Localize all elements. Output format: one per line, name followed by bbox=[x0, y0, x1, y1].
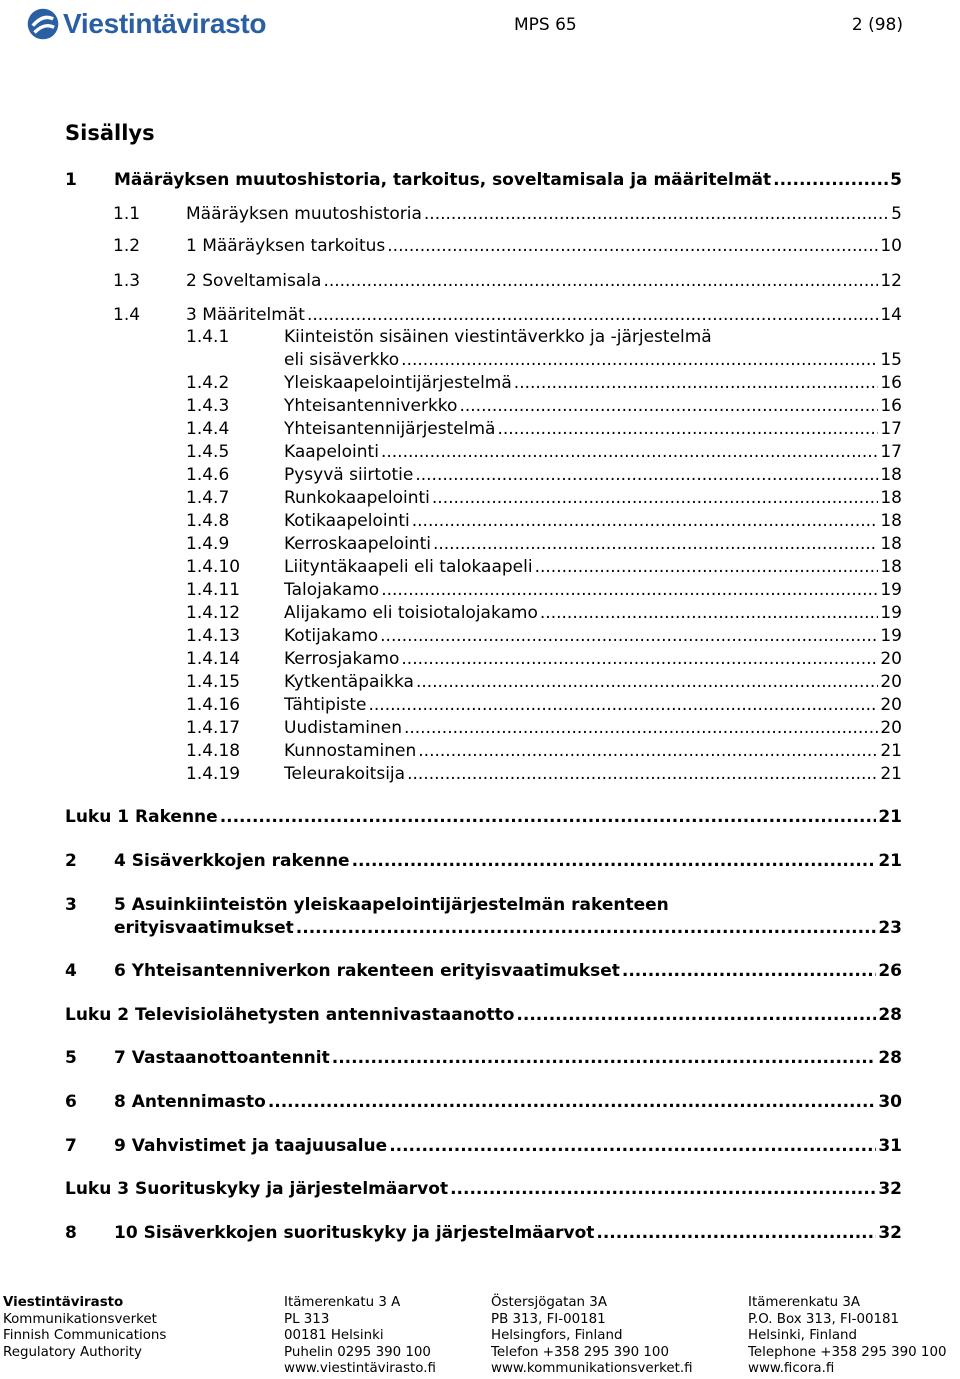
toc-entry-text: Luku 1 Rakenne bbox=[65, 807, 218, 827]
toc-entry-number: 1.4.8 bbox=[186, 511, 230, 531]
toc-entry-text: Kiinteistön sisäinen viestintäverkko ja -järjestelmä bbox=[284, 327, 712, 347]
toc-entry-number: 1.4.4 bbox=[186, 419, 230, 439]
toc-leader-dots bbox=[389, 1135, 876, 1158]
toc-leader-dots bbox=[622, 960, 876, 983]
toc-leader-dots bbox=[535, 556, 879, 579]
toc-entry-1-4-1-cont[interactable] bbox=[284, 349, 902, 372]
toc-entry-text: Alijakamo eli toisiotalojakamo bbox=[284, 603, 538, 623]
toc-entry-text: 6 Yhteisantenniverkon rakenteen erityisvaatimukset bbox=[114, 961, 620, 981]
footer-website-link[interactable]: www.kommunikationsverket.fi bbox=[491, 1361, 693, 1377]
toc-entry-number: 3 bbox=[65, 895, 77, 915]
toc-entry-number: 1.4.3 bbox=[186, 396, 230, 416]
toc-entry-text: Kytkentäpaikka bbox=[284, 672, 414, 692]
toc-entry-1-4-10[interactable] bbox=[186, 556, 902, 579]
toc-leader-dots bbox=[381, 441, 878, 464]
toc-entry-page: 18 bbox=[880, 534, 902, 554]
org-logo bbox=[26, 4, 266, 44]
toc-leader-dots bbox=[450, 1178, 876, 1201]
toc-leader-dots bbox=[516, 1004, 876, 1027]
toc-entry-text: Määräyksen muutoshistoria bbox=[186, 204, 422, 224]
toc-entry-page: 17 bbox=[880, 442, 902, 462]
toc-entry-text: Luku 3 Suorituskyky ja järjestelmäarvot bbox=[65, 1179, 449, 1199]
toc-entry-4[interactable] bbox=[65, 960, 902, 983]
toc-leader-dots bbox=[416, 671, 878, 694]
toc-entry-number: 8 bbox=[65, 1223, 77, 1243]
page-number: 2 (98) bbox=[851, 15, 903, 35]
toc-entry-page: 19 bbox=[880, 626, 902, 646]
toc-entry-8[interactable] bbox=[65, 1222, 902, 1245]
toc-entry-page: 19 bbox=[880, 580, 902, 600]
toc-entry-text: Kotijakamo bbox=[284, 626, 379, 646]
toc-entry-number: 1.4.13 bbox=[186, 626, 241, 646]
footer-org-names bbox=[3, 1295, 166, 1361]
footer-org-name-en-1: Finnish Communications bbox=[3, 1328, 167, 1344]
toc-entry-1-4-2[interactable] bbox=[186, 372, 902, 395]
toc-leader-dots bbox=[514, 372, 879, 395]
footer-address-en bbox=[748, 1295, 947, 1378]
toc-entry-luku-3[interactable] bbox=[65, 1178, 902, 1201]
toc-entry-text: Kerrosjakamo bbox=[284, 649, 400, 669]
footer-line: Östersjögatan 3A bbox=[491, 1295, 607, 1310]
footer-org-name-sv: Kommunikationsverket bbox=[3, 1311, 157, 1327]
toc-entry-page: 20 bbox=[880, 718, 902, 738]
toc-entry-text: 10 Sisäverkkojen suorituskyky ja järjestelmäarvot bbox=[114, 1223, 595, 1243]
toc-entry-text: Kerroskaapelointi bbox=[284, 534, 431, 554]
footer-website-link[interactable]: www.viestintävirasto.fi bbox=[284, 1361, 436, 1377]
toc-entry-text: 9 Vahvistimet ja taajuusalue bbox=[114, 1136, 388, 1156]
footer-line: Telefon +358 295 390 100 bbox=[491, 1344, 669, 1360]
toc-entry-1-4-8[interactable] bbox=[186, 510, 902, 533]
toc-leader-dots bbox=[352, 850, 877, 873]
toc-entry-page: 32 bbox=[878, 1223, 902, 1243]
toc-entry-text: Kotikaapelointi bbox=[284, 511, 410, 531]
toc-leader-dots bbox=[380, 625, 878, 648]
footer-line: PL 313 bbox=[284, 1311, 330, 1327]
toc-entry-page: 21 bbox=[880, 764, 902, 784]
toc-entry-number: 1 bbox=[65, 170, 77, 190]
toc-entry-3-cont[interactable] bbox=[114, 917, 902, 940]
toc-entry-1-4-1[interactable] bbox=[186, 326, 902, 349]
toc-entry-page: 21 bbox=[878, 807, 902, 827]
toc-leader-dots bbox=[459, 395, 878, 418]
toc-leader-dots bbox=[418, 740, 878, 763]
toc-leader-dots bbox=[596, 1222, 876, 1245]
toc-entry-number: 1.4 bbox=[113, 305, 141, 325]
toc-entry-number: 1.4.9 bbox=[186, 534, 230, 554]
toc-entry-text: 4 Sisäverkkojen rakenne bbox=[114, 851, 350, 871]
toc-entry-page: 16 bbox=[880, 373, 902, 393]
toc-entry-number: 2 bbox=[65, 851, 77, 871]
toc-entry-1-4-18[interactable] bbox=[186, 740, 902, 763]
toc-entry-1-4[interactable] bbox=[113, 304, 902, 327]
toc-entry-page: 5 bbox=[891, 204, 902, 224]
toc-leader-dots bbox=[540, 602, 878, 625]
toc-entry-text: 7 Vastaanottoantennit bbox=[114, 1048, 330, 1068]
toc-entry-text: 2 Soveltamisala bbox=[186, 271, 322, 291]
footer-address-fi bbox=[284, 1295, 436, 1378]
toc-entry-number: 1.4.16 bbox=[186, 695, 241, 715]
toc-leader-dots bbox=[497, 418, 878, 441]
toc-entry-1-4-12[interactable] bbox=[186, 602, 902, 625]
toc-leader-dots bbox=[407, 763, 878, 786]
toc-entry-1-1[interactable] bbox=[113, 203, 902, 226]
toc-entry-number: 1.4.6 bbox=[186, 465, 230, 485]
toc-leader-dots bbox=[401, 349, 878, 372]
toc-entry-2[interactable] bbox=[65, 850, 902, 873]
footer-line: Helsingfors, Finland bbox=[491, 1328, 623, 1344]
toc-entry-1-4-7[interactable] bbox=[186, 487, 902, 510]
toc-entry-number: 1.4.17 bbox=[186, 718, 241, 738]
toc-title: Sisällys bbox=[65, 121, 155, 145]
toc-entry-page: 16 bbox=[880, 396, 902, 416]
toc-entry-1-4-15[interactable] bbox=[186, 671, 902, 694]
toc-entry-page: 18 bbox=[880, 511, 902, 531]
toc-entry-text-continued: eli sisäverkko bbox=[284, 350, 400, 370]
toc-entry-6[interactable] bbox=[65, 1091, 902, 1114]
toc-entry-1-4-3[interactable] bbox=[186, 395, 902, 418]
toc-entry-number: 1.4.2 bbox=[186, 373, 230, 393]
toc-entry-5[interactable] bbox=[65, 1047, 902, 1070]
toc-entry-number: 1.4.1 bbox=[186, 327, 230, 347]
toc-entry-1-4-11[interactable] bbox=[186, 579, 902, 602]
toc-entry-1-2[interactable] bbox=[113, 235, 902, 258]
toc-entry-page: 5 bbox=[890, 170, 902, 190]
toc-leader-dots bbox=[220, 806, 877, 829]
toc-entry-number: 6 bbox=[65, 1092, 77, 1112]
toc-entry-page: 20 bbox=[880, 672, 902, 692]
toc-leader-dots bbox=[415, 464, 878, 487]
toc-entry-text: Yleiskaapelointijärjestelmä bbox=[284, 373, 512, 393]
toc-leader-dots bbox=[381, 579, 878, 602]
toc-entry-text: Teleurakoitsija bbox=[284, 764, 406, 784]
toc-entry-text: Määräyksen muutoshistoria, tarkoitus, soveltamisala ja määritelmät bbox=[114, 170, 772, 190]
footer-line: 00181 Helsinki bbox=[284, 1328, 384, 1344]
footer-line: Itämerenkatu 3A bbox=[748, 1295, 861, 1310]
toc-leader-dots bbox=[432, 487, 878, 510]
toc-leader-dots bbox=[424, 203, 889, 226]
toc-entry-page: 18 bbox=[880, 488, 902, 508]
toc-entry-luku-2[interactable] bbox=[65, 1004, 902, 1027]
toc-entry-text: Kaapelointi bbox=[284, 442, 379, 462]
toc-entry-1-4-14[interactable] bbox=[186, 648, 902, 671]
footer-website-link[interactable]: www.ficora.fi bbox=[748, 1361, 835, 1377]
toc-leader-dots bbox=[296, 917, 877, 940]
toc-entry-page: 19 bbox=[880, 603, 902, 623]
toc-entry-page: 31 bbox=[878, 1136, 902, 1156]
toc-leader-dots bbox=[412, 510, 879, 533]
toc-entry-1-4-6[interactable] bbox=[186, 464, 902, 487]
document-id: MPS 65 bbox=[514, 15, 577, 35]
toc-entry-text: 1 Määräyksen tarkoitus bbox=[186, 236, 386, 256]
toc-entry-1-4-19[interactable] bbox=[186, 763, 902, 786]
toc-leader-dots bbox=[368, 694, 878, 717]
footer-line: P.O. Box 313, FI-00181 bbox=[748, 1311, 900, 1327]
toc-entry-page: 20 bbox=[880, 649, 902, 669]
toc-entry-text: Talojakamo bbox=[284, 580, 380, 600]
org-logo-text: Viestintävirasto bbox=[63, 8, 267, 39]
toc-leader-dots bbox=[323, 270, 878, 293]
toc-entry-text: Tähtipiste bbox=[284, 695, 367, 715]
toc-entry-1-4-4[interactable] bbox=[186, 418, 902, 441]
toc-entry-luku-1[interactable] bbox=[65, 806, 902, 829]
toc-entry-text-continued: erityisvaatimukset bbox=[114, 918, 294, 938]
toc-entry-number: 1.4.18 bbox=[186, 741, 241, 761]
footer-org-name-en-2: Regulatory Authority bbox=[3, 1344, 142, 1360]
toc-entry-number: 1.4.19 bbox=[186, 764, 241, 784]
toc-entry-page: 21 bbox=[878, 851, 902, 871]
footer-address-sv bbox=[491, 1295, 693, 1378]
toc-entry-number: 4 bbox=[65, 961, 77, 981]
toc-entry-page: 20 bbox=[880, 695, 902, 715]
toc-entry-page: 12 bbox=[880, 271, 902, 291]
footer-line: Helsinki, Finland bbox=[748, 1328, 858, 1344]
toc-entry-page: 23 bbox=[878, 918, 902, 938]
toc-entry-text: 8 Antennimasto bbox=[114, 1092, 266, 1112]
toc-entry-page: 18 bbox=[880, 465, 902, 485]
toc-entry-number: 1.4.10 bbox=[186, 557, 241, 577]
toc-entry-page: 18 bbox=[880, 557, 902, 577]
toc-entry-number: 1.1 bbox=[113, 204, 141, 224]
toc-entry-1-4-9[interactable] bbox=[186, 533, 902, 556]
toc-leader-dots bbox=[307, 304, 878, 327]
toc-entry-1-4-5[interactable] bbox=[186, 441, 902, 464]
toc-entry-text: Luku 2 Televisiolähetysten antennivastaanotto bbox=[65, 1005, 515, 1025]
toc-entry-text: Liityntäkaapeli eli talokaapeli bbox=[284, 557, 533, 577]
toc-entry-1-4-17[interactable] bbox=[186, 717, 902, 740]
toc-entry-text: Uudistaminen bbox=[284, 718, 402, 738]
toc-entry-7[interactable] bbox=[65, 1135, 902, 1158]
footer-org-name: Viestintävirasto bbox=[3, 1295, 124, 1310]
toc-entry-number: 1.2 bbox=[113, 236, 141, 256]
footer-line: Telephone +358 295 390 100 bbox=[748, 1344, 947, 1360]
toc-entry-number: 1.3 bbox=[113, 271, 141, 291]
toc-entry-number: 1.4.14 bbox=[186, 649, 241, 669]
toc-entry-3[interactable] bbox=[65, 894, 902, 917]
toc-leader-dots bbox=[773, 169, 888, 192]
toc-entry-number: 1.4.15 bbox=[186, 672, 241, 692]
toc-entry-text: 3 Määritelmät bbox=[186, 305, 305, 325]
viestintavirasto-logo-icon bbox=[26, 7, 60, 41]
toc-entry-page: 30 bbox=[878, 1092, 902, 1112]
toc-leader-dots bbox=[387, 235, 878, 258]
toc-entry-page: 21 bbox=[880, 741, 902, 761]
toc-entry-page: 26 bbox=[878, 961, 902, 981]
toc-entry-page: 14 bbox=[880, 305, 902, 325]
toc-entry-number: 1.4.7 bbox=[186, 488, 230, 508]
toc-entry-1[interactable] bbox=[65, 169, 902, 192]
toc-entry-1-4-13[interactable] bbox=[186, 625, 902, 648]
toc-entry-text: Kunnostaminen bbox=[284, 741, 417, 761]
toc-entry-page: 10 bbox=[880, 236, 902, 256]
toc-leader-dots bbox=[401, 648, 878, 671]
footer-line: Itämerenkatu 3 A bbox=[284, 1295, 401, 1310]
toc-entry-number: 1.4.11 bbox=[186, 580, 241, 600]
toc-entry-page: 15 bbox=[880, 350, 902, 370]
toc-entry-number: 1.4.12 bbox=[186, 603, 241, 623]
toc-entry-number: 1.4.5 bbox=[186, 442, 230, 462]
toc-entry-number: 7 bbox=[65, 1136, 77, 1156]
toc-entry-number: 5 bbox=[65, 1048, 77, 1068]
toc-leader-dots bbox=[433, 533, 878, 556]
toc-entry-text: Runkokaapelointi bbox=[284, 488, 430, 508]
toc-entry-page: 28 bbox=[878, 1048, 902, 1068]
toc-leader-dots bbox=[268, 1091, 877, 1114]
toc-entry-page: 28 bbox=[878, 1005, 902, 1025]
toc-leader-dots bbox=[404, 717, 878, 740]
footer-line: PB 313, FI-00181 bbox=[491, 1311, 606, 1327]
toc-leader-dots bbox=[332, 1047, 877, 1070]
toc-entry-text: Yhteisantenniverkko bbox=[284, 396, 458, 416]
toc-entry-1-4-16[interactable] bbox=[186, 694, 902, 717]
toc-entry-text: Yhteisantennijärjestelmä bbox=[284, 419, 496, 439]
toc-entry-text: 5 Asuinkiinteistön yleiskaapelointijärjestelmän rakenteen bbox=[114, 895, 669, 915]
toc-entry-1-3[interactable] bbox=[113, 270, 902, 293]
toc-entry-page: 32 bbox=[878, 1179, 902, 1199]
toc-entry-text: Pysyvä siirtotie bbox=[284, 465, 414, 485]
toc-entry-page: 17 bbox=[880, 419, 902, 439]
footer-line: Puhelin 0295 390 100 bbox=[284, 1344, 431, 1360]
